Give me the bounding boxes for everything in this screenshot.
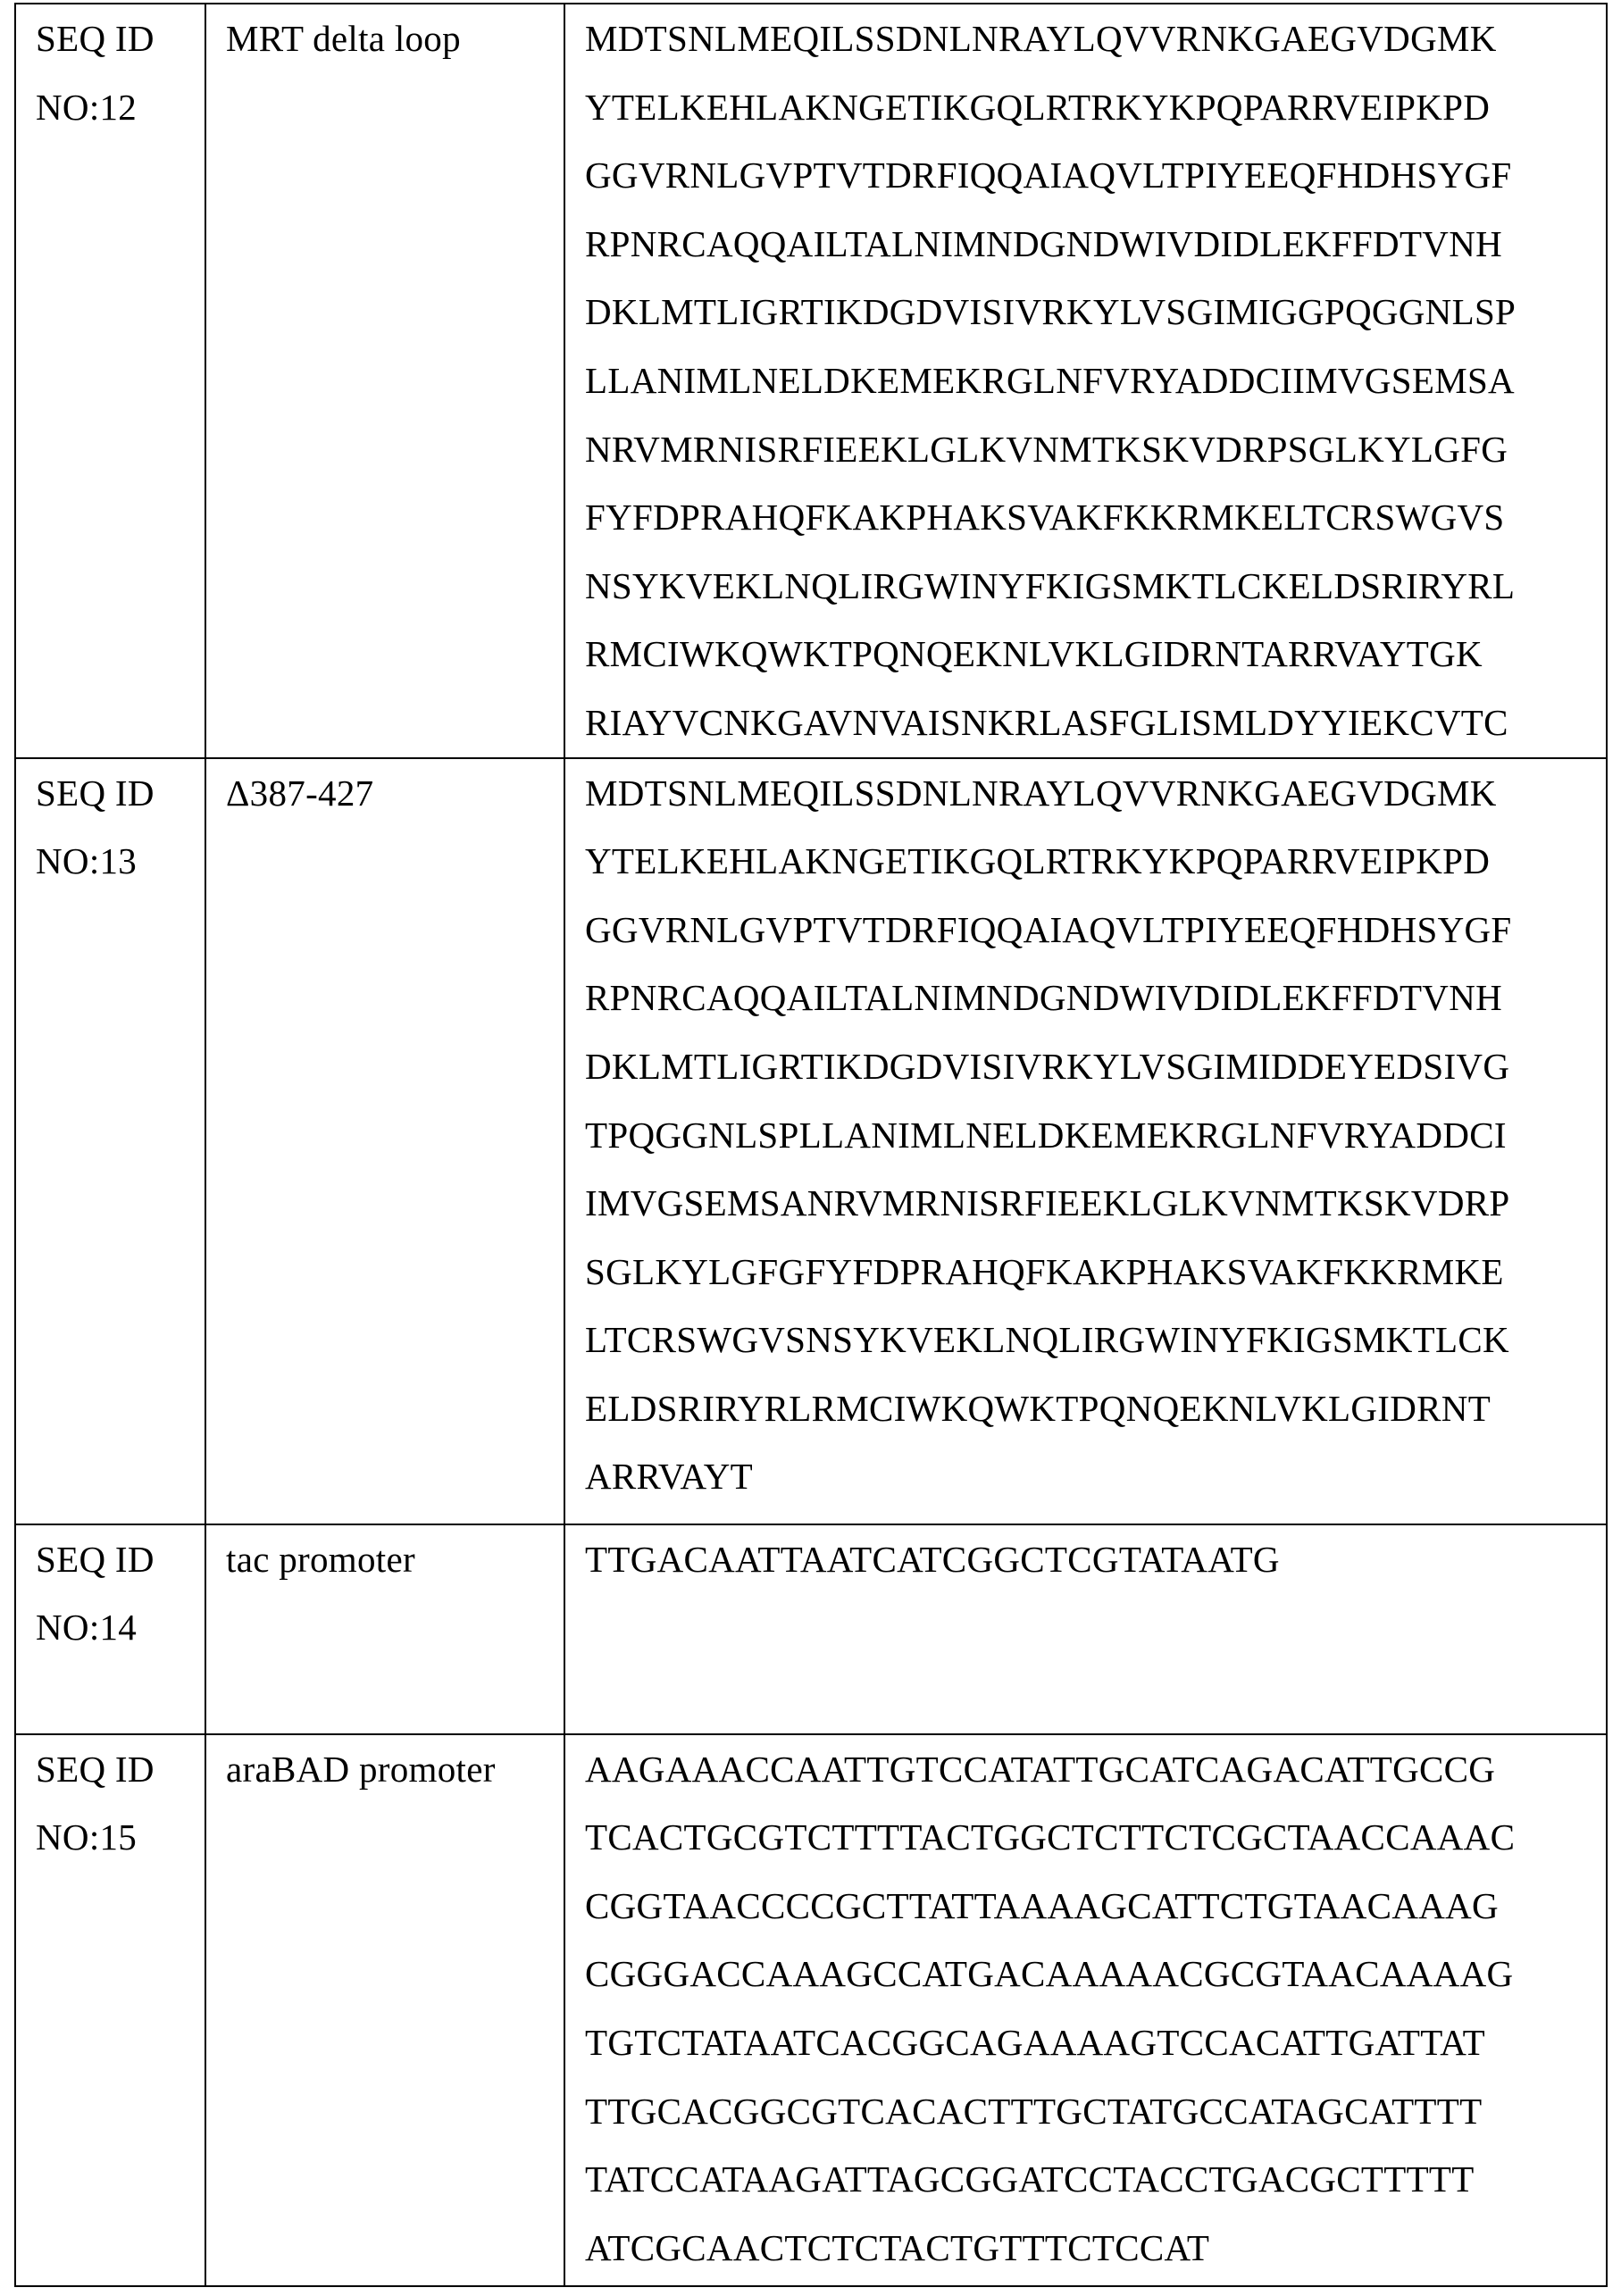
table-row (15, 1524, 1607, 1734)
sequence-line: GGVRNLGVPTVTDRFIQQAIAQVLTPIYEEQFHDHSYGF (585, 896, 1606, 964)
sequence-line: NRVMRNISRFIEEKLGLKVNMTKSKVDRPSGLKYLGFG (585, 415, 1606, 484)
sequence-line: RIAYVCNKGAVNVAISNKRLASFGLISMLDYYIEKCVTC (585, 689, 1606, 757)
description-text: araBAD promoter (226, 1735, 564, 1804)
sequence-line: YTELKEHLAKNGETIKGQLRTRKYKPQPARRVEIPKPD (585, 73, 1606, 142)
seq-id-text: SEQ ID (36, 1525, 205, 1594)
sequence-line: YTELKEHLAKNGETIKGQLRTRKYKPQPARRVEIPKPD (585, 827, 1606, 896)
sequence-line: IMVGSEMSANRVMRNISRFIEEKLGLKVNMTKSKVDRP (585, 1169, 1606, 1238)
sequence-cell (564, 1524, 1607, 1734)
description-cell (205, 758, 564, 1524)
sequence-line: AAGAAACCAATTGTCCATATTGCATCAGACATTGCCG (585, 1735, 1606, 1804)
sequence-line: MDTSNLMEQILSSDNLNRAYLQVVRNKGAEGVDGMK (585, 4, 1606, 73)
description-cell (205, 4, 564, 758)
sequence-line: CGGTAACCCCGCTTATTAAAAGCATTCTGTAACAAAG (585, 1872, 1606, 1941)
sequence-line: RPNRCAQQAILTALNIMNDGNDWIVDIDLEKFFDTVNH (585, 964, 1606, 1032)
seq-id-text: SEQ ID (36, 759, 205, 828)
sequence-line: ARRVAYT (585, 1442, 1606, 1511)
table-row (15, 4, 1607, 758)
sequence-line: TGTCTATAATCACGGCAGAAAAGTCCACATTGATTAT (585, 2008, 1606, 2077)
sequence-line: SGLKYLGFGFYFDPRAHQFKAKPHAKSVAKFKKRMKE (585, 1238, 1606, 1307)
sequence-table (14, 3, 1608, 2287)
description-cell (205, 1734, 564, 2286)
seq-id-text: NO:15 (36, 1803, 205, 1872)
sequence-line: DKLMTLIGRTIKDGDVISIVRKYLVSGIMIGGPQGGNLSP (585, 278, 1606, 346)
description-text: MRT delta loop (226, 4, 564, 73)
sequence-line: TTGCACGGCGTCACACTTTGCTATGCCATAGCATTTT (585, 2077, 1606, 2146)
sequence-line: DKLMTLIGRTIKDGDVISIVRKYLVSGIMIDDEYEDSIVG (585, 1032, 1606, 1101)
sequence-line: TTGACAATTAATCATCGGCTCGTATAATG (585, 1525, 1606, 1594)
sequence-line: TATCCATAAGATTAGCGGATCCTACCTGACGCTTTTT (585, 2145, 1606, 2214)
seq-id-cell (15, 1524, 205, 1734)
sequence-line: ELDSRIRYRLRMCIWKQWKTPQNQEKNLVKLGIDRNT (585, 1374, 1606, 1443)
sequence-line: NSYKVEKLNQLIRGWINYFKIGSMKTLCKELDSRIRYRL (585, 552, 1606, 621)
sequence-line: LTCRSWGVSNSYKVEKLNQLIRGWINYFKIGSMKTLCK (585, 1306, 1606, 1374)
seq-id-cell (15, 758, 205, 1524)
sequence-line: RPNRCAQQAILTALNIMNDGNDWIVDIDLEKFFDTVNH (585, 210, 1606, 279)
seq-id-text: NO:14 (36, 1593, 205, 1662)
sequence-line: TCACTGCGTCTTTTACTGGCTCTTCTCGCTAACCAAAC (585, 1803, 1606, 1872)
description-cell (205, 1524, 564, 1734)
table-row (15, 758, 1607, 1524)
sequence-cell (564, 4, 1607, 758)
sequence-line: GGVRNLGVPTVTDRFIQQAIAQVLTPIYEEQFHDHSYGF (585, 141, 1606, 210)
sequence-cell (564, 1734, 1607, 2286)
sequence-line: ATCGCAACTCTCTACTGTTTCTCCAT (585, 2214, 1606, 2283)
sequence-line: RMCIWKQWKTPQNQEKNLVKLGIDRNTARRVAYTGK (585, 620, 1606, 689)
sequence-table-body (15, 4, 1607, 2286)
sequence-line: FYFDPRAHQFKAKPHAKSVAKFKKRMKELTCRSWGVS (585, 483, 1606, 552)
sequence-line: MDTSNLMEQILSSDNLNRAYLQVVRNKGAEGVDGMK (585, 759, 1606, 828)
sequence-cell (564, 758, 1607, 1524)
seq-id-text: SEQ ID (36, 4, 205, 73)
table-row (15, 1734, 1607, 2286)
description-text: Δ387-427 (226, 759, 564, 828)
sequence-line: LLANIMLNELDKEMEKRGLNFVRYADDCIIMVGSEMSA (585, 346, 1606, 415)
sequence-line: TPQGGNLSPLLANIMLNELDKEMEKRGLNFVRYADDCI (585, 1101, 1606, 1170)
description-text: tac promoter (226, 1525, 564, 1594)
seq-id-cell (15, 1734, 205, 2286)
seq-id-text: SEQ ID (36, 1735, 205, 1804)
seq-id-text: NO:12 (36, 73, 205, 142)
seq-id-text: NO:13 (36, 827, 205, 896)
sequence-line: CGGGACCAAAGCCATGACAAAAACGCGTAACAAAAG (585, 1940, 1606, 2008)
seq-id-cell (15, 4, 205, 758)
